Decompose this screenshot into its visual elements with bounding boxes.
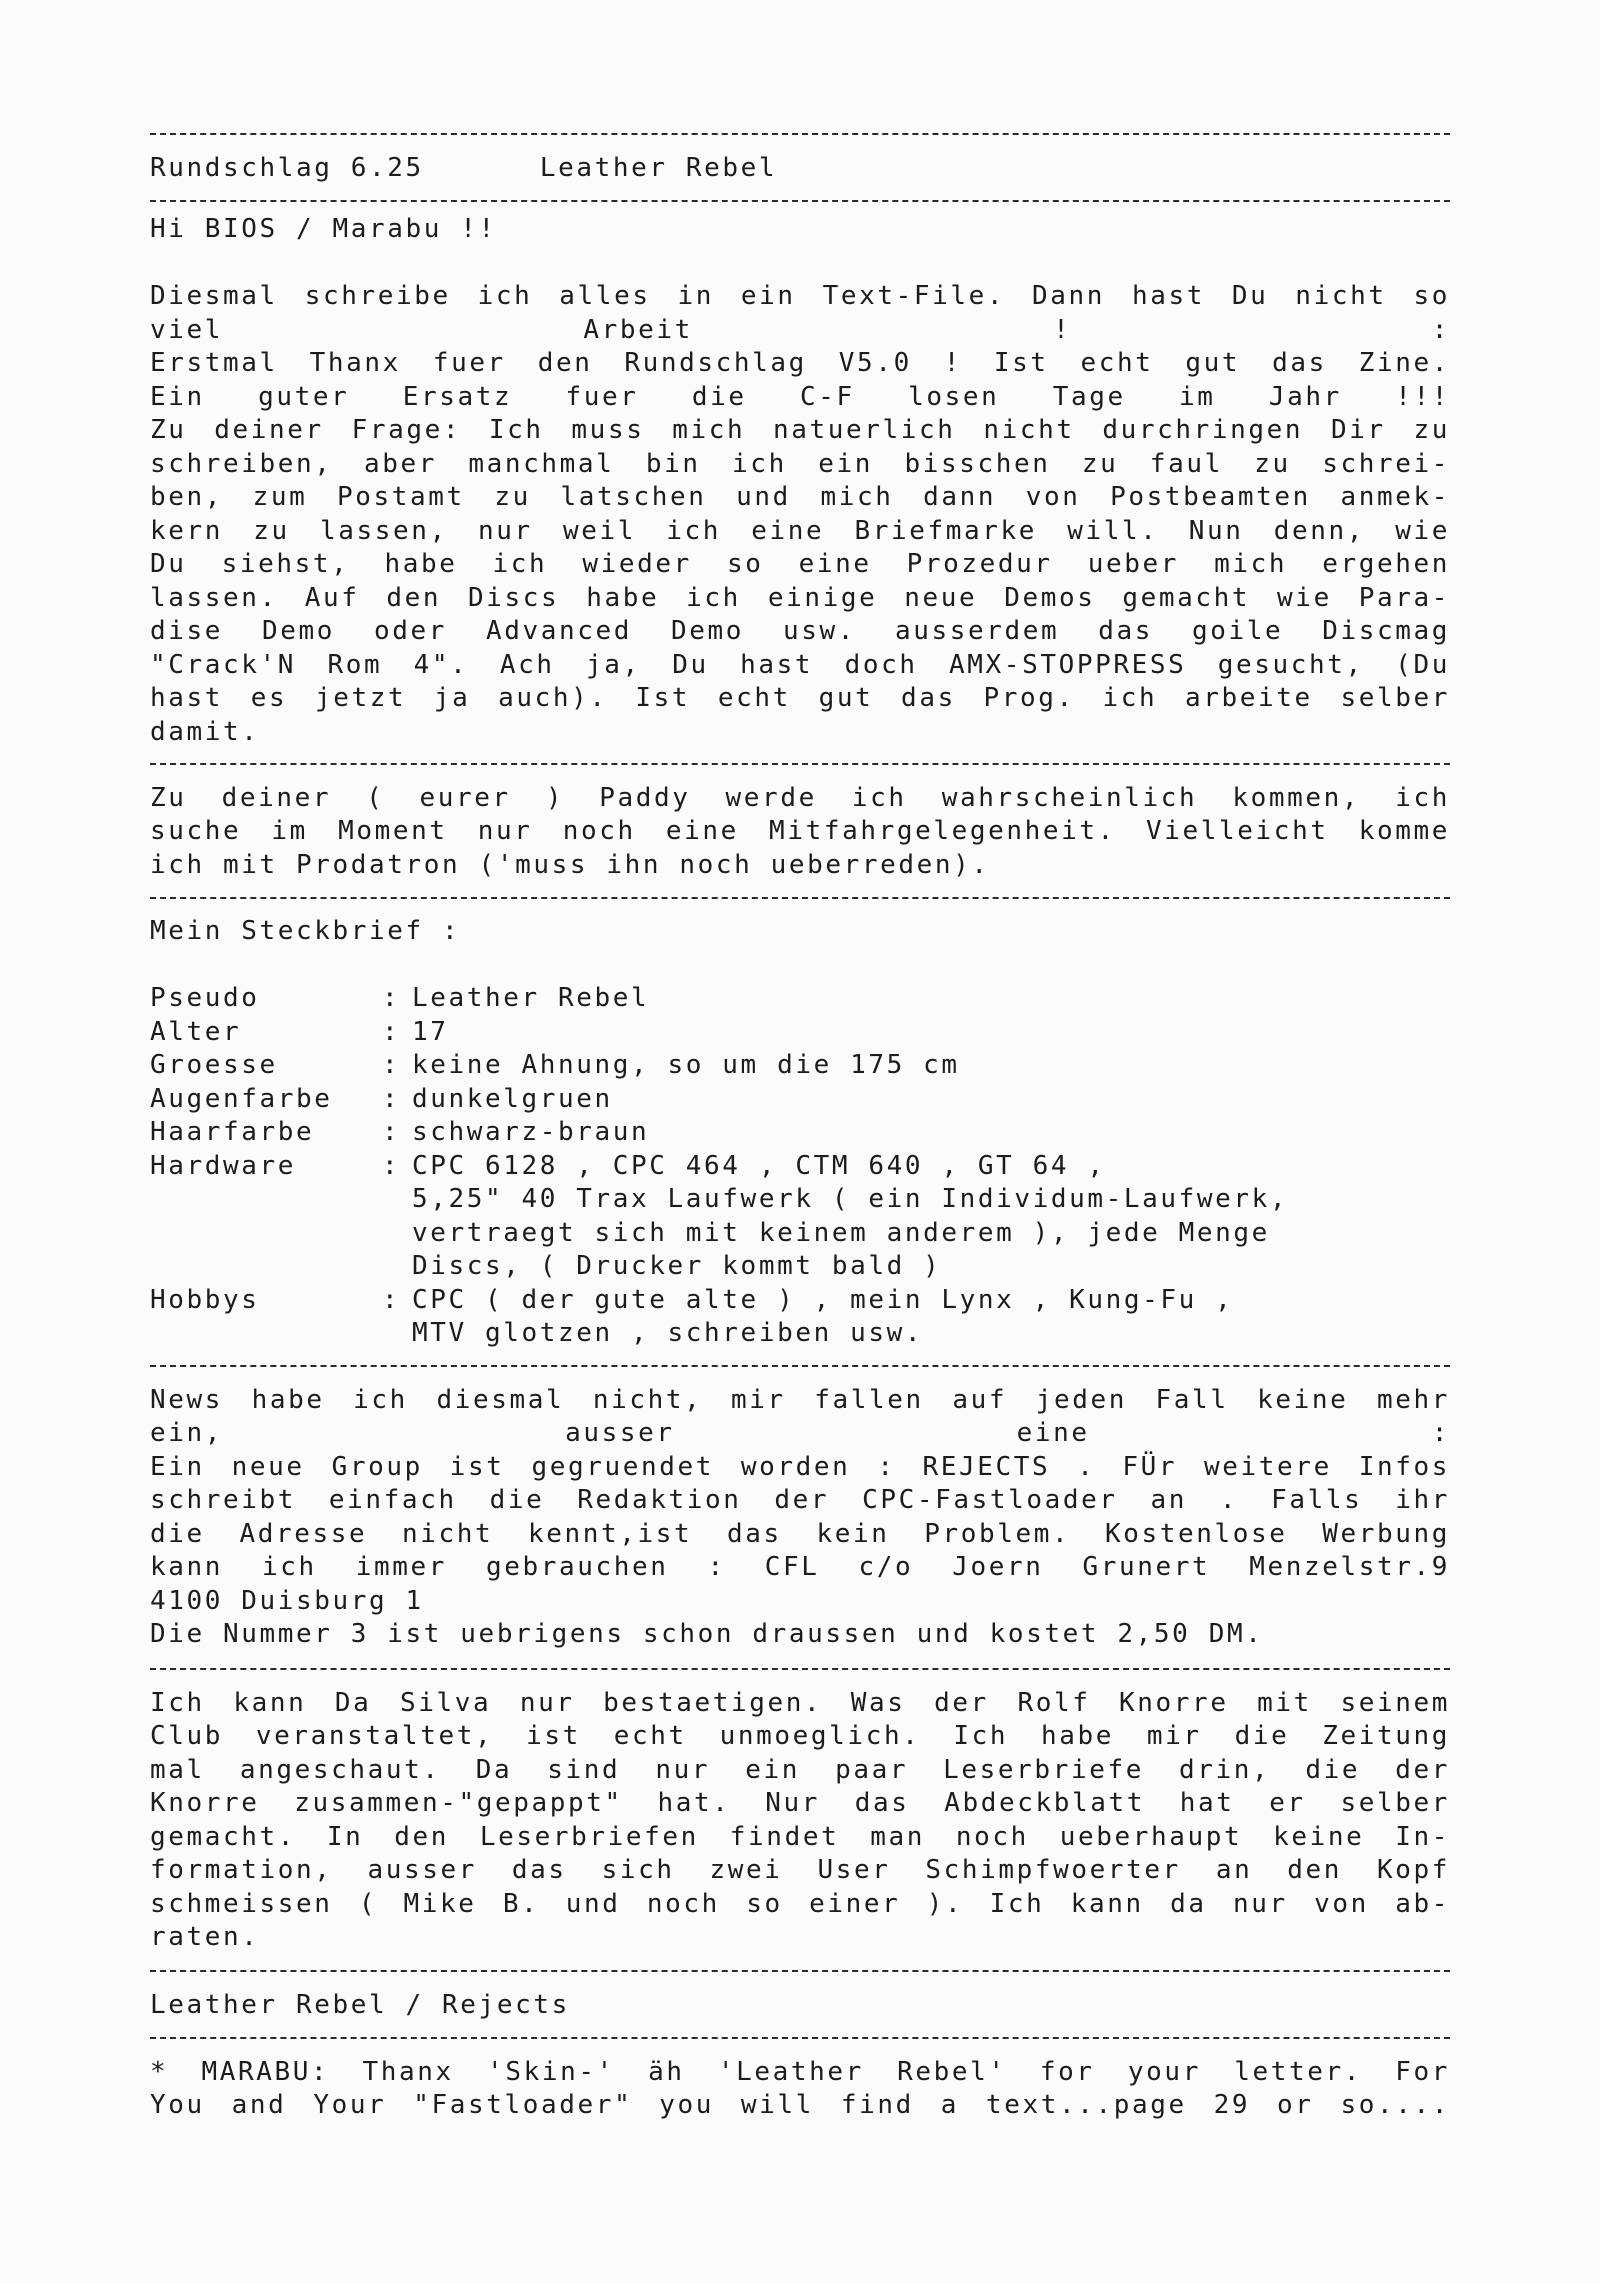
text-line: schreiben, aber manchmal bin ich ein bisschen zu faul zu schrei- [150, 448, 1450, 479]
profile-value: keine Ahnung, so um die 175 cm [412, 1050, 960, 1080]
news-section [150, 1350, 1450, 1652]
profile-table [150, 982, 1450, 1351]
text-line: Ein neue Group ist gegruendet worden : REJECTS . FÜr weitere Infos [150, 1451, 1450, 1482]
profile-colon: : [382, 1016, 401, 1047]
text-line: Die Nummer 3 ist uebrigens schon draussen und kostet 2,50 DM. [150, 1619, 1264, 1649]
profile-key: Pseudo [150, 983, 260, 1013]
profile-value: dunkelgruen [412, 1083, 613, 1114]
header-line [150, 152, 1450, 186]
profile-key-spacer [150, 1250, 382, 1284]
text-line: Ich kann Da Silva nur bestaetigen. Was der Rolf Knorre mit seinem [150, 1687, 1450, 1718]
text-line: Knorre zusammen-"gepappt" hat. Nur das Abdeckblatt hat er selber [150, 1788, 1450, 1818]
text-line: Du siehst, habe ich wieder so eine Prozedur ueber mich ergehen [150, 549, 1450, 579]
text-line: die Adresse nicht kennt,ist das kein Problem. Kostenlose Werbung [150, 1518, 1450, 1549]
paddy-section [150, 748, 1450, 916]
profile-key: Hardware [150, 1150, 297, 1181]
text-line: * MARABU: Thanx 'Skin-' äh 'Leather Rebel' for your letter. For [150, 2056, 1450, 2087]
divider [150, 118, 1450, 152]
profile-value: CPC 6128 , CPC 464 , CTM 640 , GT 64 , [412, 1150, 1106, 1181]
profile-key: Hobbys [150, 1284, 260, 1315]
profile-colon: : [382, 1284, 401, 1315]
text-line: dise Demo oder Advanced Demo usw. ausserdem das goile Discmag [150, 616, 1450, 646]
profile-value: 5,25" 40 Trax Laufwerk ( ein Individum-Laufwerk, [412, 1184, 1289, 1214]
text-line: kern zu lassen, nur weil ich eine Briefmarke will. Nun denn, wie [150, 515, 1450, 546]
greeting: Hi BIOS / Marabu !! [150, 214, 497, 244]
signature: Leather Rebel / Rejects [150, 1989, 570, 2020]
text-line: gemacht. In den Leserbriefen findet man noch ueberhaupt keine In- [150, 1821, 1450, 1852]
news-paragraph [150, 1384, 1450, 1652]
profile-value: vertraegt sich mit keinem anderem ), jede Menge [412, 1217, 1270, 1248]
text-line: ich mit Prodatron ('muss ihn noch ueberreden). [150, 849, 990, 880]
divider [150, 1350, 1450, 1384]
author-name: Leather Rebel [539, 152, 778, 183]
profile-colon: : [382, 983, 401, 1013]
text-line: Erstmal Thanx fuer den Rundschlag V5.0 ! Ist echt gut das Zine. [150, 348, 1450, 378]
text-line: schmeissen ( Mike B. und noch so einer ). Ich kann da nur von ab- [150, 1888, 1450, 1919]
profile-key: Haarfarbe [150, 1117, 315, 1147]
profile-key: Augenfarbe [150, 1083, 333, 1114]
divider [150, 1955, 1450, 1989]
text-line: damit. [150, 716, 260, 747]
text-line: Ein guter Ersatz fuer die C-F losen Tage im Jahr !!! [150, 381, 1450, 412]
text-line: lassen. Auf den Discs habe ich einige neue Demos gemacht wie Para- [150, 582, 1450, 613]
profile-section [150, 915, 1450, 1351]
profile-value: Leather Rebel [412, 983, 650, 1013]
profile-colon: : [382, 1050, 401, 1080]
editor-reply [150, 2056, 1450, 2123]
text-line: kann ich immer gebrauchen : CFL c/o Joern Grunert Menzelstr.9 [150, 1552, 1450, 1582]
knorre-paragraph [150, 1687, 1450, 1955]
issue-title: Rundschlag 6.25 [150, 152, 424, 183]
text-line: formation, ausser das sich zwei User Schimpfwoerter an den Kopf [150, 1855, 1450, 1885]
text-line: mal angeschaut. Da sind nur ein paar Leserbriefe drin, die der [150, 1754, 1450, 1785]
text-line: hast es jetzt ja auch). Ist echt gut das Prog. ich arbeite selber [150, 683, 1450, 713]
profile-colon: : [382, 1117, 401, 1147]
intro-paragraph [150, 280, 1450, 749]
profile-value: CPC ( der gute alte ) , mein Lynx , Kung-Fu , [412, 1284, 1234, 1315]
profile-key: Alter [150, 1016, 242, 1047]
profile-value: 17 [412, 1016, 449, 1047]
profile-key-spacer [150, 1317, 382, 1351]
text-line: schreibt einfach die Redaktion der CPC-Fastloader an . Falls ihr [150, 1485, 1450, 1515]
profile-title: Mein Steckbrief : [150, 916, 461, 946]
divider [150, 882, 1450, 916]
text-line: Zu deiner Frage: Ich muss mich natuerlich nicht durchringen Dir zu [150, 415, 1450, 445]
text-line: "Crack'N Rom 4". Ach ja, Du hast doch AMX-STOPPRESS gesucht, (Du [150, 649, 1450, 680]
profile-key-spacer [150, 1183, 382, 1217]
profile-colon: : [382, 1150, 401, 1181]
text-line: News habe ich diesmal nicht, mir fallen auf jeden Fall keine mehr [150, 1384, 1450, 1415]
profile-colon [382, 1250, 412, 1284]
divider [150, 748, 1450, 782]
text-line: You and Your "Fastloader" you will find a text...page 29 or so.... [150, 2090, 1450, 2120]
profile-value: MTV glotzen , schreiben usw. [412, 1318, 924, 1348]
header-block [150, 118, 1450, 219]
divider [150, 2022, 1450, 2056]
text-line: Club veranstaltet, ist echt unmoeglich. Ich habe mir die Zeitung [150, 1721, 1450, 1751]
text-line: viel Arbeit ! : [150, 314, 1450, 345]
text-line: ein, ausser eine : [150, 1418, 1450, 1448]
letter-intro [150, 213, 1450, 749]
profile-key-spacer [150, 1217, 382, 1251]
text-line: Diesmal schreibe ich alles in ein Text-File. Dann hast Du nicht so [150, 281, 1450, 311]
profile-colon [382, 1183, 412, 1217]
closing-section [150, 1955, 1450, 2123]
profile-colon: : [382, 1083, 401, 1114]
profile-colon [382, 1317, 412, 1351]
text-line: suche im Moment nur noch eine Mitfahrgelegenheit. Vielleicht komme [150, 816, 1450, 846]
text-line: raten. [150, 1922, 260, 1952]
profile-value: schwarz-braun [412, 1117, 650, 1147]
text-line: Zu deiner ( eurer ) Paddy werde ich wahrscheinlich kommen, ich [150, 782, 1450, 813]
text-line: 4100 Duisburg 1 [150, 1585, 424, 1616]
text-line: ben, zum Postamt zu latschen und mich dann von Postbeamten anmek- [150, 482, 1450, 512]
paddy-paragraph [150, 782, 1450, 883]
profile-key: Groesse [150, 1050, 278, 1080]
divider [150, 1653, 1450, 1687]
knorre-section [150, 1653, 1450, 1955]
profile-value: Discs, ( Drucker kommt bald ) [412, 1251, 942, 1281]
profile-colon [382, 1217, 412, 1251]
